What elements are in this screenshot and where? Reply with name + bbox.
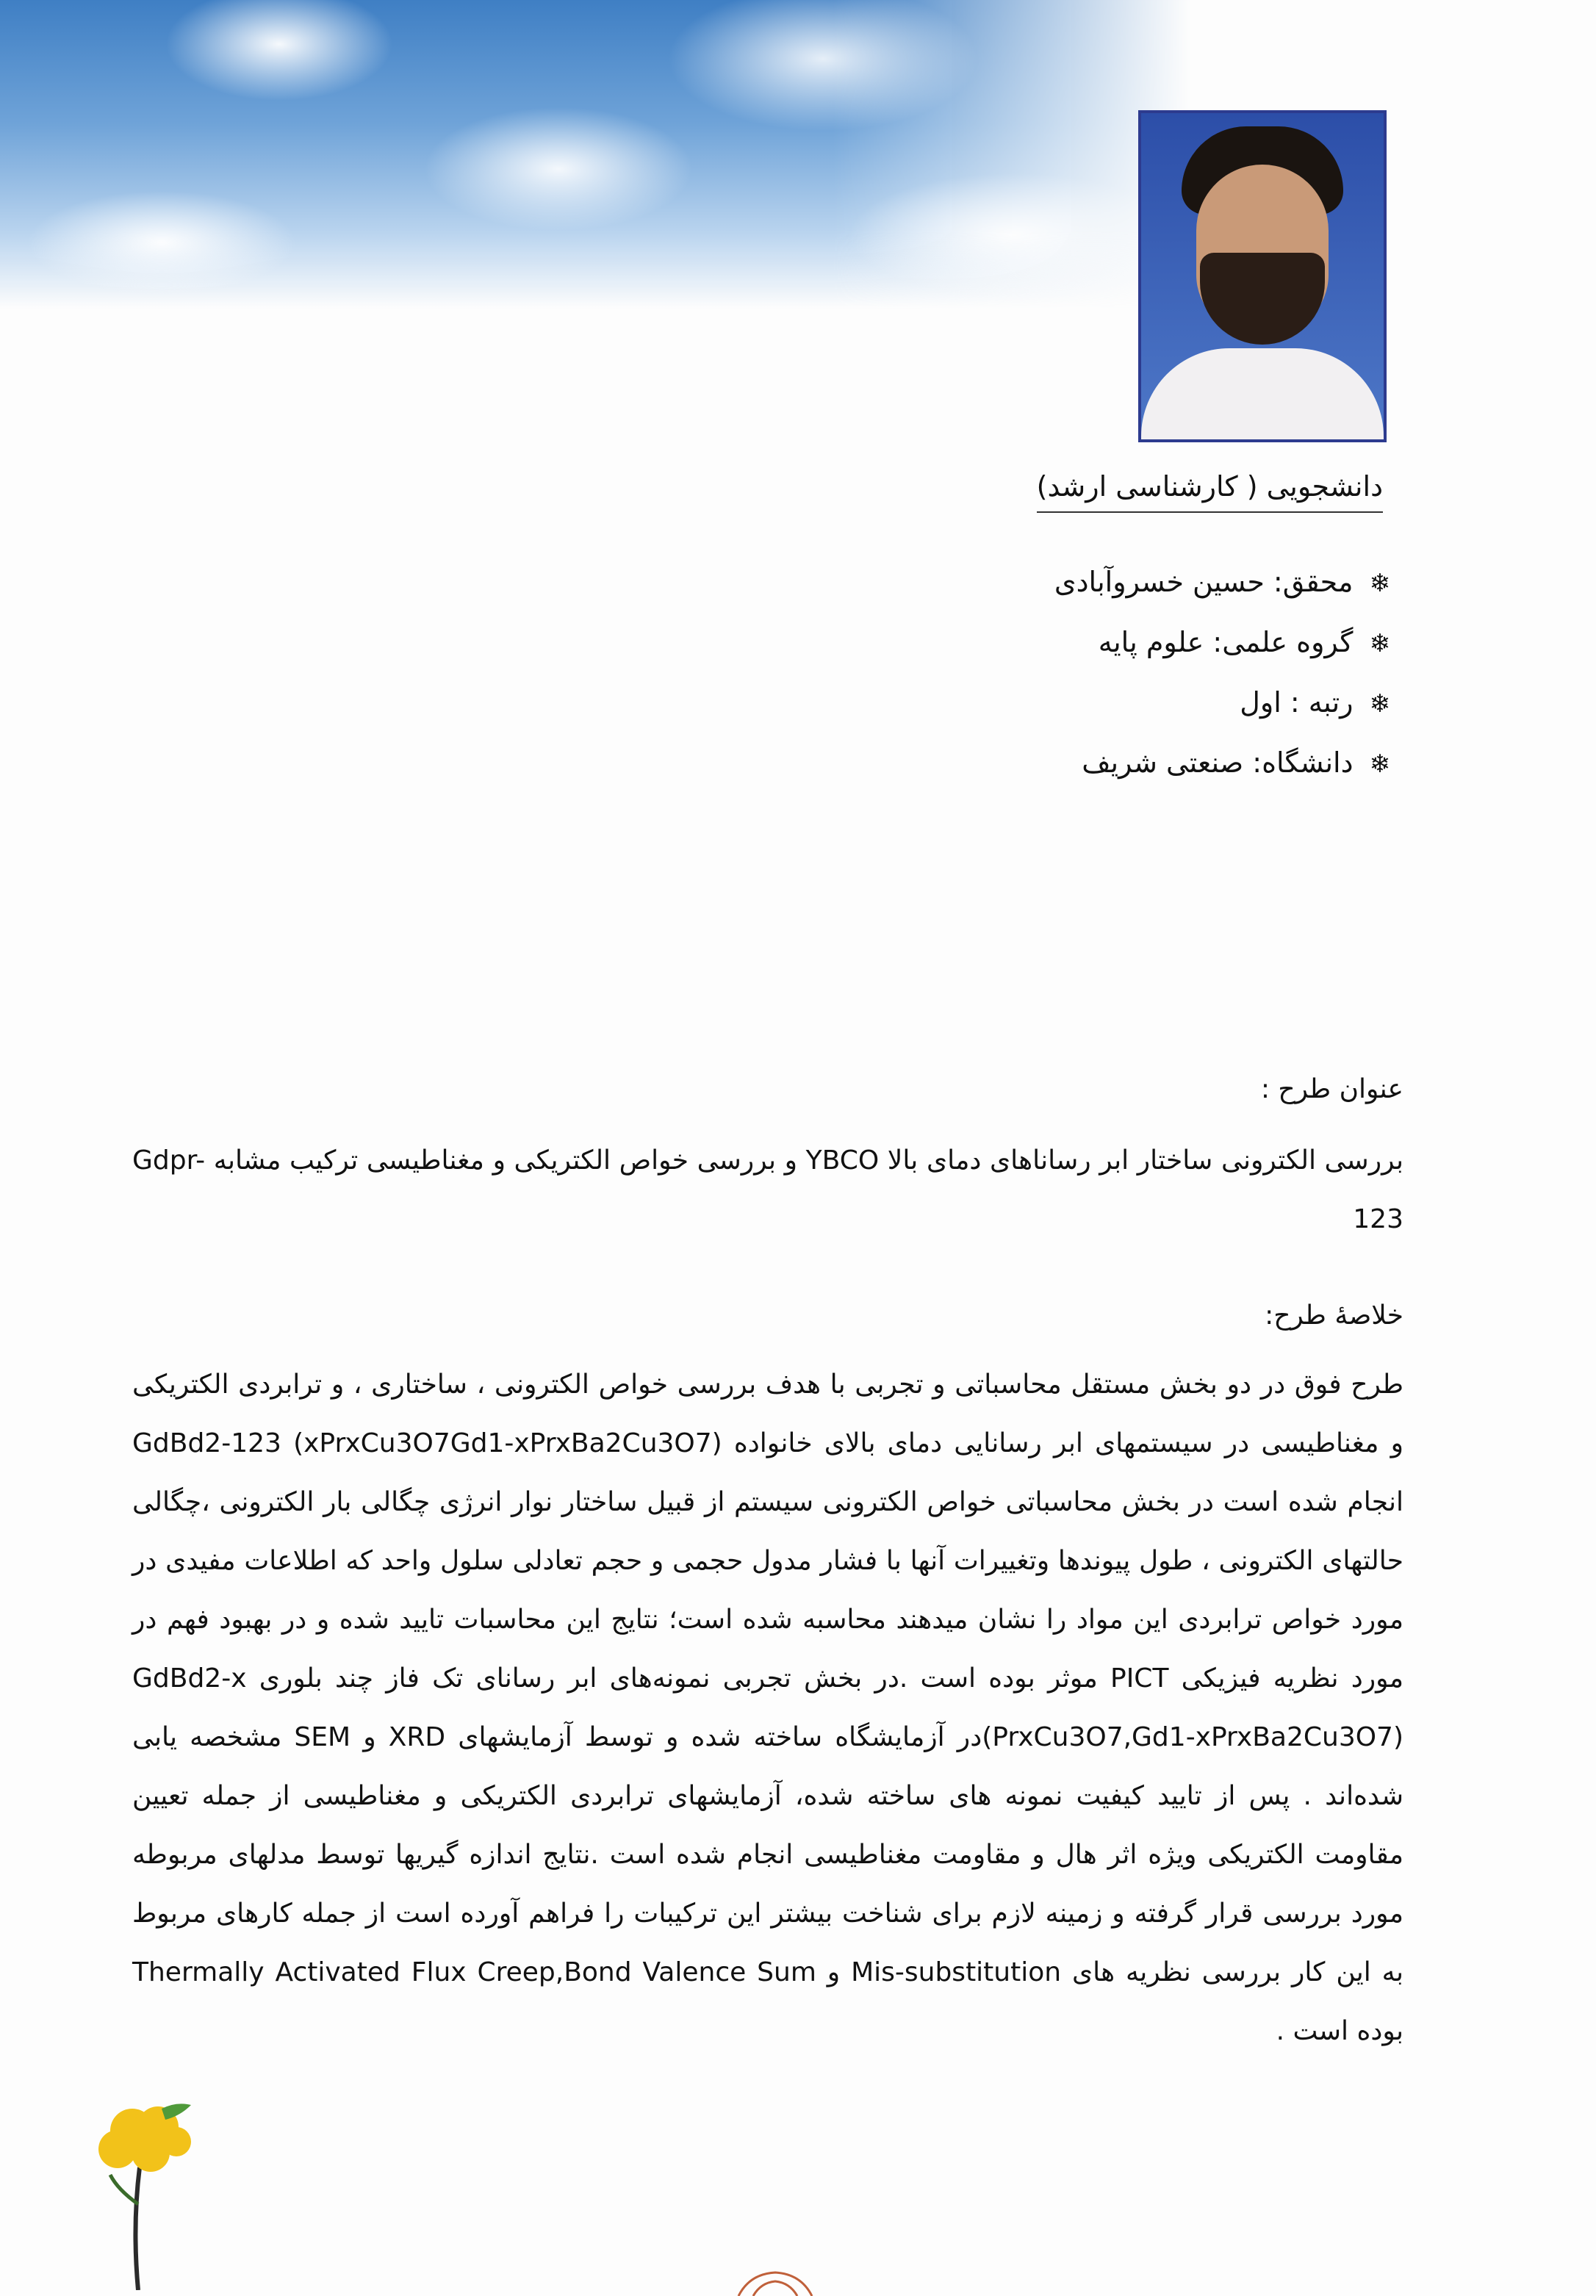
project-summary-label: خلاصهٔ طرح: (1265, 1300, 1403, 1331)
researcher-info-list (1054, 566, 1390, 807)
ornament-icon (735, 2267, 816, 2296)
project-summary-text: طرح فوق در دو بخش مستقل محاسباتی و تجربی با هدف بررسی خواص الکترونی ، ساختاری ، و ترابردی الکتریکی و مغناطیسی در سیستمهای ابر رسانایی دمای بالای خانواده GdBd2-123 (xPrxCu3O7Gd1-xPrxBa2Cu3O7) انجام شده است در بخش محاسباتی خواص الکترونی سیستم از قبیل ساختار نوار انرژی چگالی بار الکترونی ،چگالی حالتهای الکترونی ، طول پیوندها وتغییرات آنها با فشار مدول حجمی و حجم تعادلی سلول واحد که اطلاعات مفیدی در مورد خواص ترابردی این مواد را نشان میدهند محاسبه شده است؛ نتایج این محاسبات تایید شده و در بهبود فهم در مورد نظریه فیزیکی PICT موثر بوده است .در بخش تجربی نمونه‌های ابر رسانای تک فاز چند بلوری GdBd2-x (PrxCu3O7,Gd1-xPrxBa2Cu3O7)در آزمایشگاه ساخته شده و توسط آزمایشهای XRD و SEM مشخصه یابی شده‌اند . پس از تایید کیفیت نمونه های ساخته شده، آزمایشهای ترابردی الکتریکی و مغناطیسی از جمله تعیین مقاومت الکتریکی ویژه اثر هال و مقاومت مغناطیسی انجام شده است .نتایج اندازه گیریها توسط مدلهای مربوطه مورد بررسی قرار گرفته و زمینه لازم برای شناخت بیشتر این ترکیبات را فراهم آورده است از جمله کارهای مربوط به این کار بررسی نظریه های Mis-substitution و Thermally Activated Flux Creep,Bond Valence Sum بوده است . (132, 1370, 1404, 2046)
flower-icon (88, 2101, 206, 2290)
project-title-label: عنوان طرح : (1260, 1074, 1403, 1104)
info-item-researcher (1054, 566, 1390, 626)
snowflake-icon: ❄ (1369, 749, 1390, 779)
snowflake-icon: ❄ (1369, 689, 1390, 719)
info-item-rank (1054, 686, 1390, 746)
info-text: محقق: حسین خسروآبادی (1054, 566, 1354, 598)
sky-background (0, 0, 1190, 309)
photo-shirt (1141, 348, 1384, 442)
photo-beard (1200, 253, 1325, 345)
snowflake-icon: ❄ (1369, 569, 1390, 598)
project-title-text: بررسی الکترونی ساختار ابر رساناهای دمای بالا YBCO و بررسی خواص الکتریکی و مغناطیسی ترکیب مشابه Gdpr-123 (132, 1145, 1403, 1234)
researcher-photo (1138, 110, 1387, 442)
program-heading: دانشجویی ( کارشناسی ارشد) (1037, 470, 1383, 513)
info-text: رتبه : اول (1240, 686, 1354, 719)
info-text: گروه علمی: علوم پایه (1098, 626, 1354, 658)
info-item-university (1054, 746, 1390, 807)
info-item-group (1054, 626, 1390, 686)
snowflake-icon: ❄ (1369, 629, 1390, 658)
info-text: دانشگاه: صنعتی شریف (1082, 746, 1354, 779)
